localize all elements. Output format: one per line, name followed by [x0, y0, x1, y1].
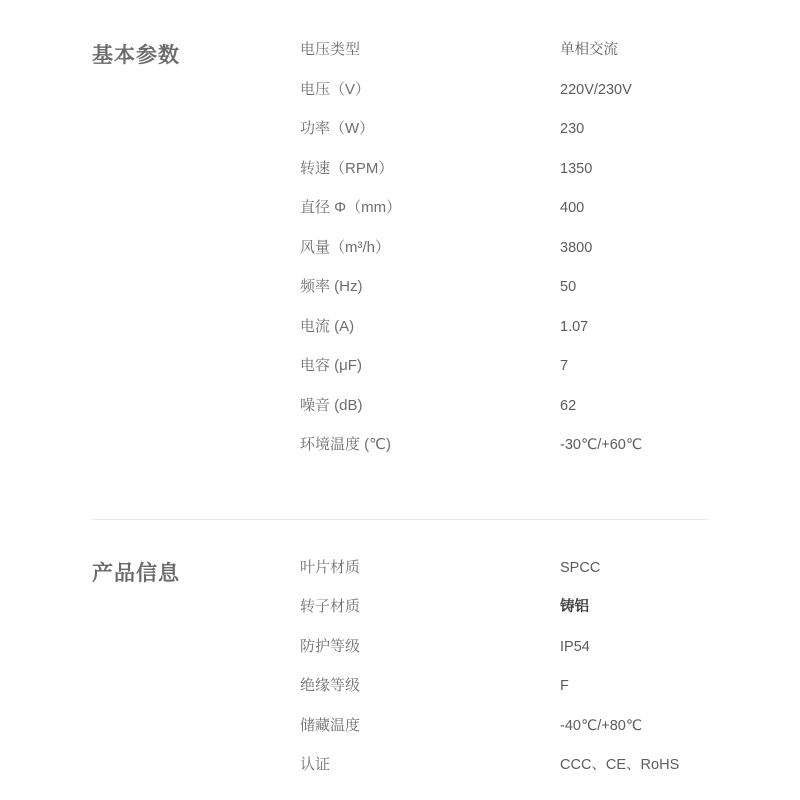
spec-label: 储藏温度	[300, 716, 361, 734]
spec-row	[300, 356, 800, 396]
spec-value: 50	[560, 279, 577, 295]
spec-row	[300, 159, 800, 199]
section-divider-wrap	[0, 475, 800, 520]
spec-value: 7	[560, 358, 569, 374]
spec-label: 转速（RPM）	[300, 159, 394, 177]
spec-value: 400	[560, 200, 585, 216]
spec-label: 认证	[300, 756, 331, 773]
spec-value: 230	[560, 121, 585, 137]
spec-label: 直径 Φ（mm）	[300, 199, 402, 216]
spec-value: 1350	[560, 160, 593, 177]
spec-row	[300, 198, 800, 238]
spec-label: 噪音 (dB)	[300, 396, 363, 414]
spec-label: 风量（m³/h）	[300, 238, 391, 256]
spec-label: 叶片材质	[300, 558, 361, 576]
spec-value: IP54	[560, 638, 590, 655]
spec-label: 防护等级	[300, 637, 361, 655]
spec-value: -30℃/+60℃	[560, 437, 643, 453]
spec-value: 1.07	[560, 318, 589, 335]
spec-row	[300, 277, 800, 317]
spec-value: F	[560, 678, 569, 694]
spec-row	[300, 597, 800, 637]
spec-value: SPCC	[560, 559, 601, 576]
section-title-product-information: 产品信息	[92, 561, 180, 585]
spec-row	[300, 755, 800, 795]
spec-label: 电压类型	[300, 41, 361, 58]
spec-row	[300, 716, 800, 756]
spec-value: -40℃/+80℃	[560, 717, 643, 734]
spec-row	[300, 238, 800, 278]
spec-row	[300, 396, 800, 436]
spec-label: 频率 (Hz)	[300, 278, 363, 295]
spec-label: 电容 (μF)	[300, 357, 362, 374]
spec-value: 铸铝	[560, 599, 589, 615]
spec-value: 3800	[560, 239, 593, 256]
spec-table-basic-parameters	[300, 40, 800, 475]
spec-row	[300, 119, 800, 159]
section-title-basic-parameters: 基本参数	[92, 44, 180, 67]
section-product-information	[0, 520, 800, 795]
spec-row	[300, 317, 800, 357]
spec-label: 绝缘等级	[300, 677, 361, 694]
spec-label: 电流 (A)	[300, 317, 355, 335]
spec-label: 功率（W）	[300, 120, 375, 137]
spec-row	[300, 676, 800, 716]
spec-label: 环境温度 (℃)	[300, 436, 392, 453]
spec-row	[300, 80, 800, 120]
spec-value: 220V/230V	[560, 81, 632, 98]
spec-row	[300, 637, 800, 677]
spec-value: 62	[560, 397, 577, 414]
spec-row	[300, 435, 800, 475]
spec-row	[300, 558, 800, 598]
spec-label: 转子材质	[300, 598, 361, 615]
spec-value: 单相交流	[560, 42, 618, 58]
spec-row	[300, 40, 800, 80]
spec-table-product-information	[300, 558, 800, 795]
spec-value: CCC、CE、RoHS	[560, 757, 680, 773]
spec-label: 电压（V）	[300, 80, 371, 98]
